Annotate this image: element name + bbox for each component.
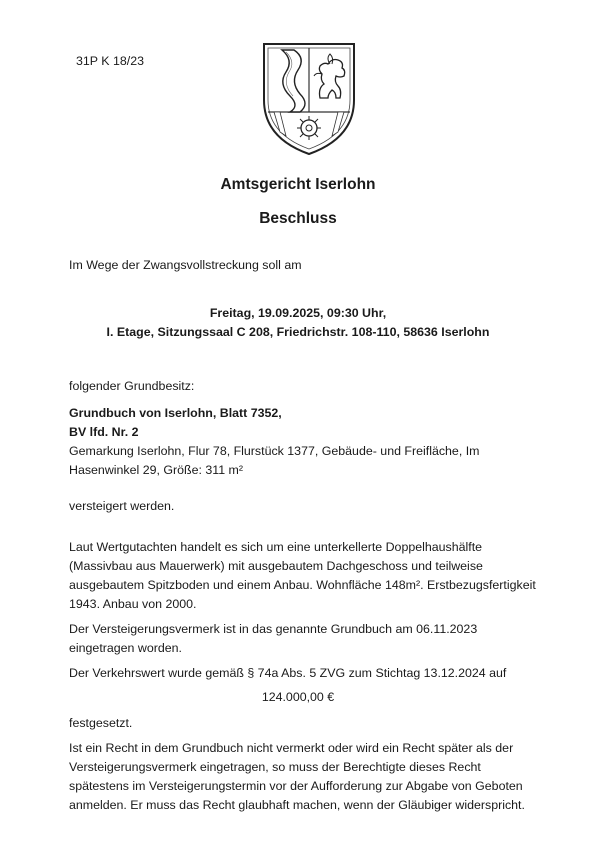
parcel-description (69, 442, 489, 480)
registration-text: Der Versteigerungsvermerk ist in das genannte Grundbuch am 06.11.2023 eingetragen worden. (69, 622, 478, 655)
coat-of-arms-icon (260, 40, 358, 158)
rights-notice: Ist ein Recht in dem Grundbuch nicht vermerkt oder wird ein Recht später als der Versteigerungsvermerk eingetragen, so muss der Berechtigte dieses Recht spätestens im Versteigerungstermin vor der Aufforderung zur Abgabe von Geboten anmelden. Er muss das Recht glaubhaft machen, wenn der Gläubiger widerspricht. (69, 741, 525, 812)
auction-venue: I. Etage, Sitzungssaal C 208, Friedrichstr. 108-110, 58636 Iserlohn (106, 325, 490, 339)
market-value-text: Der Verkehrswert wurde gemäß § 74a Abs. 5 ZVG zum Stichtag 13.12.2024 auf (69, 666, 507, 680)
parcel-line: Hasenwinkel 29, Größe: 311 m² (69, 463, 244, 477)
court-name: Amtsgericht Iserlohn (220, 176, 376, 193)
document-title: Beschluss (259, 210, 337, 227)
market-value-amount: 124.000,00 € (261, 690, 335, 704)
auction-end-text: versteigert werden. (69, 499, 175, 513)
valuation-text: Laut Wertgutachten handelt es sich um eine unterkellerte Doppelhaushälfte (Massivbau aus Mauerwerk) mit ausgebautem Dachgeschoss und teilweise ausgebautem Spitzboden und einem Anbau. Wohnfläche 148m². Erstbezugsfertigkeit 1943. Anbau von 2000. (69, 540, 536, 611)
fixed-text: festgesetzt. (69, 716, 133, 730)
auction-date: Freitag, 19.09.2025, 09:30 Uhr, (209, 306, 387, 320)
bv-number: BV lfd. Nr. 2 (69, 425, 139, 439)
parcel-line: Gemarkung Iserlohn, Flur 78, Flurstück 1377, Gebäude- und Freifläche, Im (69, 444, 480, 458)
land-register: Grundbuch von Iserlohn, Blatt 7352, (69, 406, 282, 420)
property-intro: folgender Grundbesitz: (69, 379, 195, 393)
intro-text: Im Wege der Zwangsvollstreckung soll am (69, 258, 302, 272)
case-number: 31P K 18/23 (76, 54, 144, 68)
